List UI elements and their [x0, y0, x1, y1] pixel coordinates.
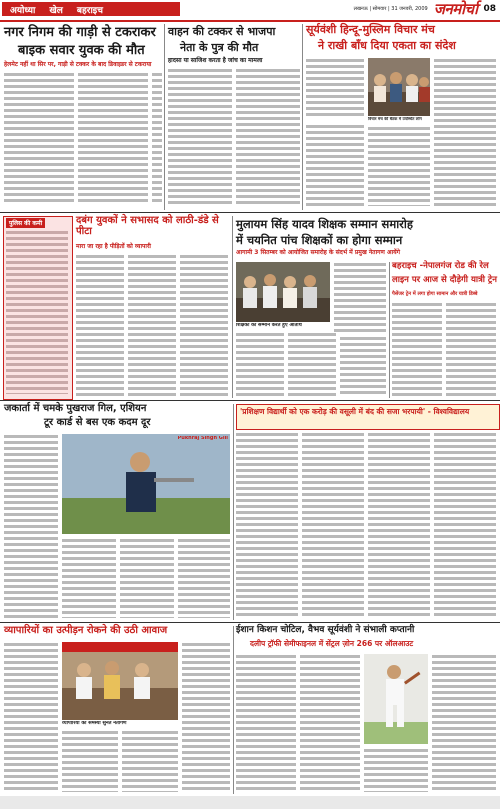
masthead: [354, 0, 496, 18]
story-7-headline: 'प्रशिक्षण विद्यार्थी को एक करोड़ की वसूली में बंद की सजा भरपायी' - विश्वविद्यालय: [240, 407, 470, 416]
story-7-body-col1: [236, 432, 298, 618]
page-number: 08: [483, 4, 496, 14]
story-10-body-col4: [432, 654, 496, 792]
story-1-headline-line1: नगर निगम की गाड़ी से टकराकर: [4, 25, 156, 40]
story-9-body-col1: [4, 642, 58, 792]
column-divider: [233, 404, 234, 620]
story-3-photo: [368, 58, 430, 116]
story-3-headline-line2: ने राखी बाँध दिया एकता का संदेश: [318, 39, 456, 52]
story-1-subheadline: हेलमेट नहीं था सिर पर, गाड़ी से टक्कर के बाद डिवाइडर से टकराया: [4, 61, 152, 68]
story-9-body-col3: [122, 730, 178, 792]
story-5-body-col1: [236, 332, 284, 396]
column-divider: [389, 262, 390, 398]
section-rule: [0, 212, 500, 213]
story-5-body-col1b: [288, 332, 336, 396]
column-divider: [232, 216, 233, 398]
sidebar-kicker: पुलिस की कमी: [6, 218, 45, 228]
story-9-body-col4: [182, 642, 230, 792]
story-8-headline-line1: जकार्ता में चमके पुखराज गिल, एशियन: [4, 403, 147, 414]
nav-item-ayodhya[interactable]: अयोध्या: [10, 5, 36, 16]
nav-item-sports[interactable]: खेल: [49, 5, 63, 16]
story-5-subheadline: आगामी 3 सितम्बर को आयोजित समारोह के संदर्भ में प्रमुख नेतागण आयेंगे: [236, 249, 400, 256]
story-8-photo: [62, 434, 230, 534]
story-3-body-col1: [306, 58, 364, 118]
story-8-body-col2: [62, 538, 116, 618]
section-rule: [0, 622, 500, 623]
story-7-body-col3: [368, 432, 430, 618]
section-rule: [0, 400, 500, 401]
story-6-body-col2: [446, 302, 496, 396]
story-2-headline-line2: नेता के पुत्र की मौत: [180, 41, 259, 54]
story-4-headline: दबंग युवकों ने सभासद को लाठी-डंडे से पीटा: [76, 215, 219, 237]
bottom-strip: [0, 796, 500, 809]
story-6-body-col1: [392, 302, 442, 396]
story-3-headline-line1: सूर्यवंशी हिन्दू-मुस्लिम विचार मंच: [306, 23, 435, 36]
story-5-headline-line2: में चयनित पांच शिक्षकों का होगा सम्मान: [236, 233, 403, 247]
story-8-body-col4: [178, 538, 230, 618]
story-5-photo-caption: शिक्षकों का सम्मान करते हुए अतिथि: [236, 323, 302, 328]
story-7-body-col2: [302, 432, 364, 618]
story-6-headline-line2: लाइन पर आज से दौड़ेगी यात्री ट्रेन: [392, 275, 497, 285]
dateline: लखनऊ | सोमवार | 31 जनवरी, 2009: [353, 6, 428, 12]
newspaper-logo: जनमोर्चा: [433, 0, 478, 18]
story-10-body-col2: [300, 654, 360, 792]
story-2-body-col2: [236, 68, 300, 206]
section-nav: [2, 2, 180, 16]
sidebar-body: [6, 230, 68, 394]
story-5-headline-line1: मुलायम सिंह यादव शिक्षक सम्मान समारोह: [236, 217, 413, 231]
story-7-body-col4: [434, 432, 496, 618]
story-10-body-col3: [364, 748, 428, 792]
story-10-photo: [364, 654, 428, 744]
story-2-headline-line1: वाहन की टक्कर से भाजपा: [168, 25, 276, 38]
story-3-photo-caption: विचार मंच की बैठक में उपस्थित लोग: [368, 117, 422, 121]
story-8-body-col3: [120, 538, 174, 618]
story-5-photo: [236, 262, 330, 322]
story-10-headline-line2: दलीप ट्रॉफी सेमीफाइनल में सेंट्रल ज़ोन 266 पर ऑलआउट: [250, 639, 414, 648]
column-divider: [233, 626, 234, 794]
story-3-body-col2: [368, 126, 430, 206]
story-9-body-col2: [62, 730, 118, 792]
story-2-body-col1: [168, 68, 232, 206]
story-1-body-col2: [78, 72, 148, 202]
story-4-body-col1: [76, 254, 124, 396]
story-10-body-col1: [236, 654, 296, 792]
story-3-body-col3: [434, 58, 496, 206]
story-6-headline-line1: बहराइच -नेपालगंज रोड की रेल: [392, 261, 489, 271]
story-2-subheadline: हादसा या साजिश करता है जांच का मामला: [168, 57, 263, 64]
story-1-body-col3: [152, 72, 162, 202]
story-8-body-col1: [4, 434, 58, 618]
story-4-subheadline: मारा जा रहा है पीड़ितों को व्यापारी: [76, 243, 151, 250]
story-6-subheadline: पैसेंजर ट्रेन में लगा होगा सामान और यात्री डिब्बे: [392, 291, 478, 297]
story-9-headline: व्यापारियों का उत्पीड़न रोकने की उठी आवाज: [4, 625, 168, 636]
story-3-body-col1b: [306, 124, 364, 206]
story-9-photo: [62, 642, 178, 720]
column-divider: [302, 24, 303, 210]
story-8-headline-line2: टूर कार्ड से बस एक कदम दूर: [44, 417, 151, 428]
story-1-headline-line2: बाइक सवार युवक की मौत: [18, 43, 145, 58]
story-9-photo-caption: व्यापारियों की समस्या सुनते नेतागण: [62, 721, 127, 726]
story-4-body-col3: [180, 254, 228, 396]
story-10-headline-line1: ईशान किशन चोटिल, वैभव सूर्यवंशी ने संभाली कप्तानी: [236, 625, 415, 635]
nav-item-bahraich[interactable]: बहराइच: [76, 5, 103, 16]
top-rule: [0, 20, 500, 22]
column-divider: [164, 24, 165, 210]
story-1-body-col1: [4, 72, 74, 202]
story-5-body-col2: [334, 262, 386, 334]
story-4-body-col2: [128, 254, 176, 396]
top-bar: [0, 0, 500, 18]
story-8-photo-label: Pukhraj Singh Gill: [177, 436, 228, 441]
story-5-body-col3: [340, 336, 386, 396]
